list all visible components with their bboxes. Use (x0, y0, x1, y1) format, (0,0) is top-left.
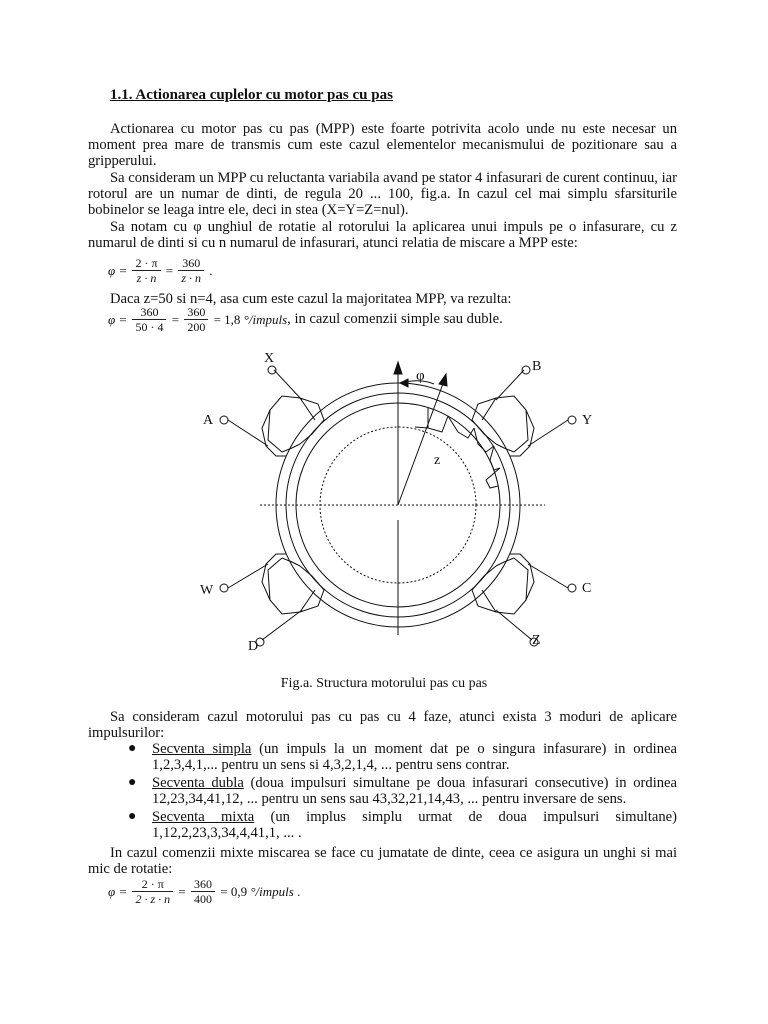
label-b: B (532, 359, 542, 374)
rotor-arrowhead (439, 374, 447, 386)
fraction-2pi-zn: $\frac{2 \cdot \pi}{z \cdot n}$ (132, 256, 160, 285)
stepper-motor-figure (0, 340, 768, 670)
fraction-360-50x4: $\frac{360}{50 \cdot 4}$ (132, 305, 166, 334)
list-item: ● Secventa dubla (doua impulsuri simultane pe doua infasurari consecutive) in ordinea 12,23,34,41,12, ... pentru un sens sau 43,32,21,14,43, ... pentru inversare de sens. (128, 774, 678, 808)
label-c: C (582, 581, 592, 596)
phi-arc-arrowhead (400, 379, 408, 387)
rotor-arrow (398, 381, 444, 505)
terminal-x (268, 366, 276, 374)
pole-top-right (472, 370, 568, 456)
figure-caption: Fig.a. Structura motorului pas cu pas (280, 676, 488, 691)
label-w: W (200, 583, 214, 598)
terminal-y (568, 416, 576, 424)
fraction-360-200: $\frac{360}{200}$ (184, 305, 208, 334)
formula-lhs: φ = (108, 262, 128, 278)
fraction-360-zn: $\frac{360}{z \cdot n}$ (178, 256, 204, 285)
label-z-teeth: z (434, 453, 441, 468)
formula-example-tail: , in cazul comenzii simple sau duble. (287, 311, 503, 327)
formula-step-angle: φ = $\frac{2 \cdot \pi}{z \cdot n}$ = $\frac{360}{z \cdot n}$ . (108, 256, 213, 285)
list-item: ● Secventa simpla (un impuls la un moment dat pe o singura infasurare) in ordinea 1,2,3,4,1,... pentru un sens si 4,3,2,1,4, ... pentru sens contrar. (128, 741, 677, 774)
label-phi: φ (416, 368, 425, 384)
sequence-list (128, 741, 677, 842)
formula-example: φ = $\frac{360}{50 \cdot 4}$ = $\frac{360}{200}$ = 1,8 °/impuls, in cazul comenzii simple sau duble. (108, 305, 503, 334)
paragraph-four-phases: Sa consideram cazul motorului pas cu pas cu 4 faze, atunci exista 3 moduri de aplicare impulsurilor: (88, 709, 677, 742)
pole-bottom-right (472, 554, 568, 640)
reference-arrowhead (394, 362, 402, 374)
paragraph-example: Daca z=50 si n=4, asa cum este cazul la majoritatea MPP, va rezulta: (110, 291, 512, 307)
bullet-icon: ● (128, 741, 137, 756)
terminal-b (522, 366, 530, 374)
paragraph-stator: Sa consideram un MPP cu reluctanta variabila avand pe stator 4 infasurari de curent continuu, iar rotorul are un numar de dinti, de regula 20 ... 100, fig.a. In cazul cel mai simplu sfarsiturile bobinelor se leaga intre ele, deci in stea (X=Y=Z=nul). (88, 170, 677, 219)
section-heading: 1.1. Actionarea cuplelor cu motor pas cu pas (110, 87, 393, 103)
label-y: Y (582, 413, 593, 428)
list-item: ● Secventa mixta (un implus simplu urmat de doua impulsuri simultane) 1,12,2,23,3,34,4,41,1, ... . (128, 808, 677, 842)
fraction-360-400: $\frac{360}{400}$ (191, 877, 215, 906)
terminal-w (220, 584, 228, 592)
pole-top-left (228, 370, 324, 456)
label-z-pole: Z (532, 633, 541, 648)
label-x: X (264, 351, 275, 366)
rotor-teeth (415, 407, 500, 488)
terminal-c (568, 584, 576, 592)
fraction-2pi-2zn: $\frac{2 \cdot \pi}{2 \cdot z \cdot n}$ (132, 877, 173, 906)
bullet-icon: ● (128, 774, 137, 790)
formula-mixed: φ = $\frac{2 \cdot \pi}{2 \cdot z \cdot n}$ = $\frac{360}{400}$ = 0,9 °/impuls . (108, 877, 301, 906)
paragraph-intro: Actionarea cu motor pas cu pas (MPP) este foarte potrivita acolo unde nu este necesar un moment prea mare de transmis cum este cazul elementelor mecanismului de pozitionare sau a gripperului. (88, 121, 677, 170)
pole-bottom-left (228, 554, 324, 640)
bullet-icon: ● (128, 808, 137, 824)
paragraph-rotation-angle: Sa notam cu φ unghiul de rotatie al rotorului la aplicarea unui impuls pe o infasurare, cu z numarul de dinti si cu n numarul de infasurari, atunci relatia de miscare a MPP este: (88, 219, 677, 252)
label-a: A (203, 413, 214, 428)
paragraph-mixed: In cazul comenzii mixte miscarea se face cu jumatate de dinte, ceea ce asigura un unghi si mai mic de rotatie: (88, 845, 677, 878)
label-d: D (248, 639, 259, 654)
terminal-a (220, 416, 228, 424)
